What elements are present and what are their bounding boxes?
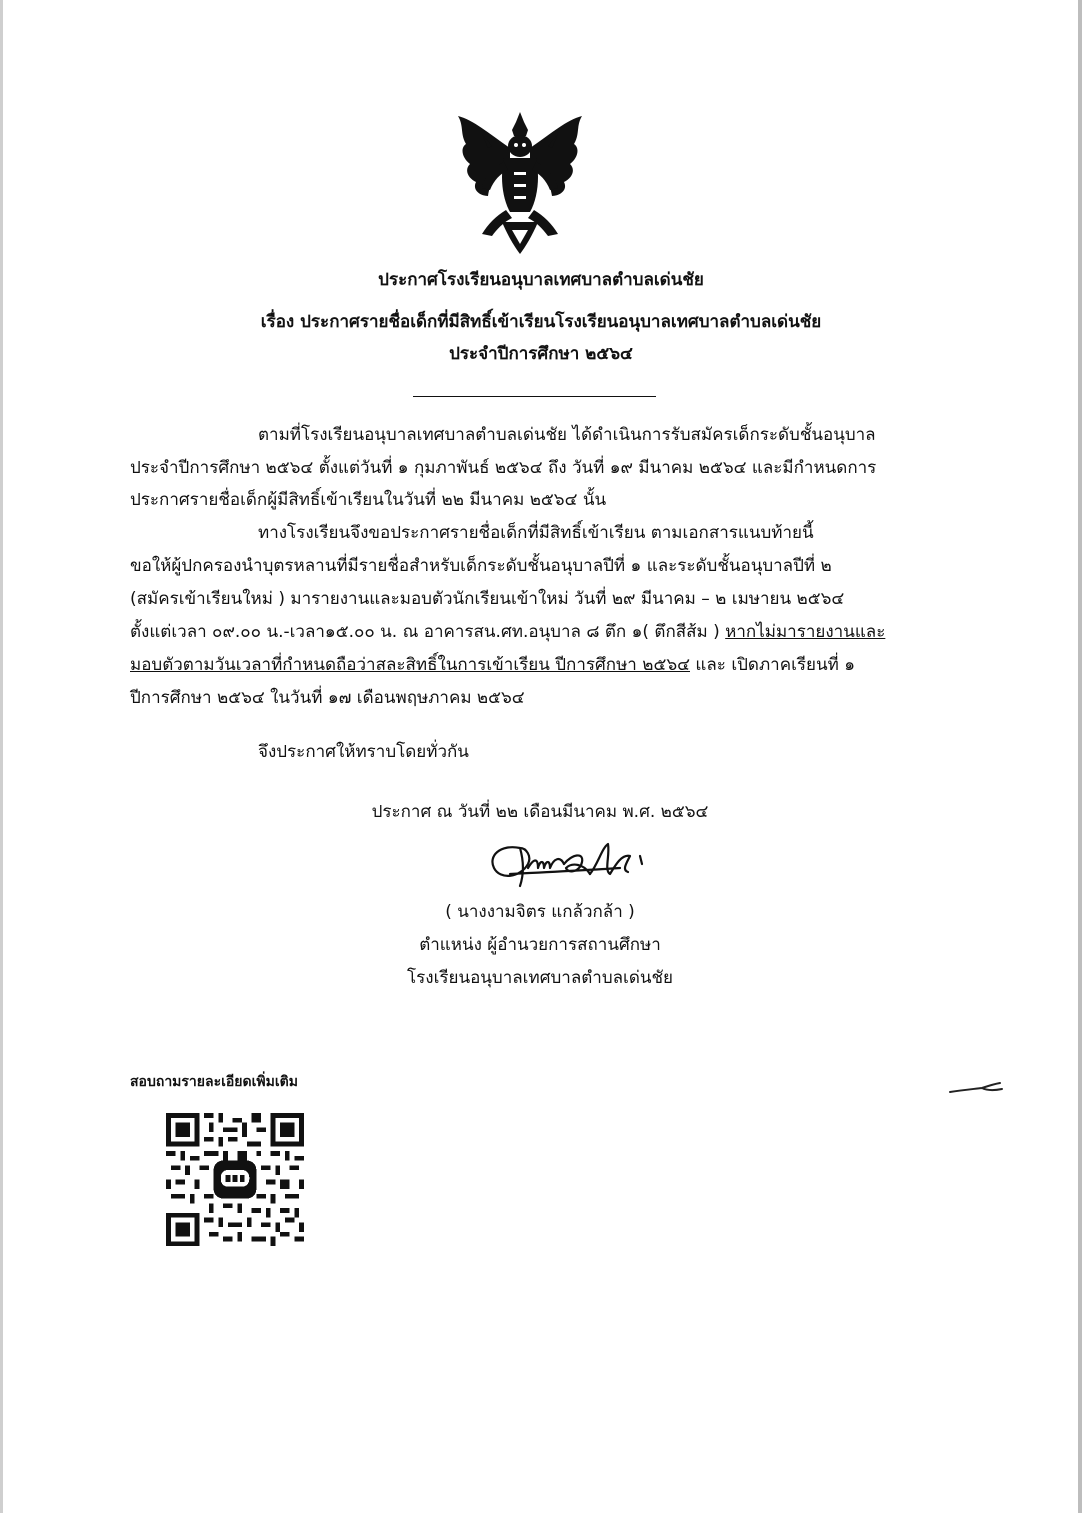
paragraph-2-line: ขอให้ผู้ปกครองนำบุตรหลานที่มีรายชื่อสำหรับเด็กระดับชั้นอนุบาลปีที่ ๑ และระดับชั้นอนุบาลปีที่ ๒ [130, 556, 832, 576]
paragraph-2-line: (สมัครเข้าเรียนใหม่ ) มารายงานและมอบตัวนักเรียนเข้าใหม่ วันที่ ๒๙ มีนาคม – ๒ เมษายน ๒๕๖๔ [130, 589, 845, 609]
signatory-position: ตำแหน่ง ผู้อำนวยการสถานศึกษา [419, 935, 661, 955]
line-qr-code-icon[interactable] [166, 1113, 304, 1246]
garuda-emblem-icon [452, 112, 588, 254]
contact-label: สอบถามรายละเอียดเพิ่มเติม [130, 1074, 298, 1090]
scan-edge [0, 0, 3, 1513]
closing-statement: จึงประกาศให้ทราบโดยทั่วกัน [258, 742, 469, 762]
paragraph-2-text: และ เปิดภาคเรียนที่ ๑ [690, 655, 856, 675]
announcement-subject: เรื่อง ประกาศรายชื่อเด็กที่มีสิทธิ์เข้าเรียนโรงเรียนอนุบาลเทศบาลตำบลเด่นชัย [260, 312, 822, 332]
margin-mark-icon [948, 1080, 1004, 1098]
academic-year: ประจำปีการศึกษา ๒๕๖๔ [449, 344, 633, 364]
paragraph-1-line: ประจำปีการศึกษา ๒๕๖๔ ตั้งแต่วันที่ ๑ กุมภาพันธ์ ๒๕๖๔ ถึง วันที่ ๑๙ มีนาคม ๒๕๖๔ และมีกำหนดการ [130, 458, 877, 478]
signature-icon [480, 834, 670, 894]
paragraph-2-line: ทางโรงเรียนจึงขอประกาศรายชื่อเด็กที่มีสิทธิ์เข้าเรียน ตามเอกสารแนบท้ายนี้ [258, 523, 814, 543]
announcement-date: ประกาศ ณ วันที่ ๒๒ เดือนมีนาคม พ.ศ. ๒๕๖๔ [371, 802, 709, 822]
signatory-school: โรงเรียนอนุบาลเทศบาลตำบลเด่นชัย [407, 968, 673, 988]
scan-edge [1078, 0, 1082, 1513]
announcement-title: ประกาศโรงเรียนอนุบาลเทศบาลตำบลเด่นชัย [378, 270, 704, 290]
paragraph-2-text: ตั้งแต่เวลา ๐๙.๐๐ น.-เวลา๑๕.๐๐ น. ณ อาคารสน.ศท.อนุบาล ๘ ตึก ๑( ตึกสีส้ม ) [130, 622, 726, 642]
paragraph-1-line: ประกาศรายชื่อเด็กผู้มีสิทธิ์เข้าเรียนในวันที่ ๒๒ มีนาคม ๒๕๖๔ นั้น [130, 490, 607, 510]
signatory-name: ( นางงามจิตร แกล้วกล้า ) [445, 902, 635, 922]
paragraph-2-line [130, 620, 885, 644]
paragraph-2-line: ปีการศึกษา ๒๕๖๔ ในวันที่ ๑๗ เดือนพฤษภาคม ๒๕๖๔ [130, 688, 525, 708]
paragraph-1-line: ตามที่โรงเรียนอนุบาลเทศบาลตำบลเด่นชัย ได้ดำเนินการรับสมัครเด็กระดับชั้นอนุบาล [258, 425, 876, 445]
underlined-warning: มอบตัวตามวันเวลาที่กำหนดถือว่าสละสิทธิ์ในการเข้าเรียน ปีการศึกษา ๒๕๖๔ [130, 655, 690, 675]
header-divider [413, 396, 656, 397]
paragraph-2-line [130, 653, 855, 677]
underlined-warning: หากไม่มารายงานและ [725, 622, 886, 642]
